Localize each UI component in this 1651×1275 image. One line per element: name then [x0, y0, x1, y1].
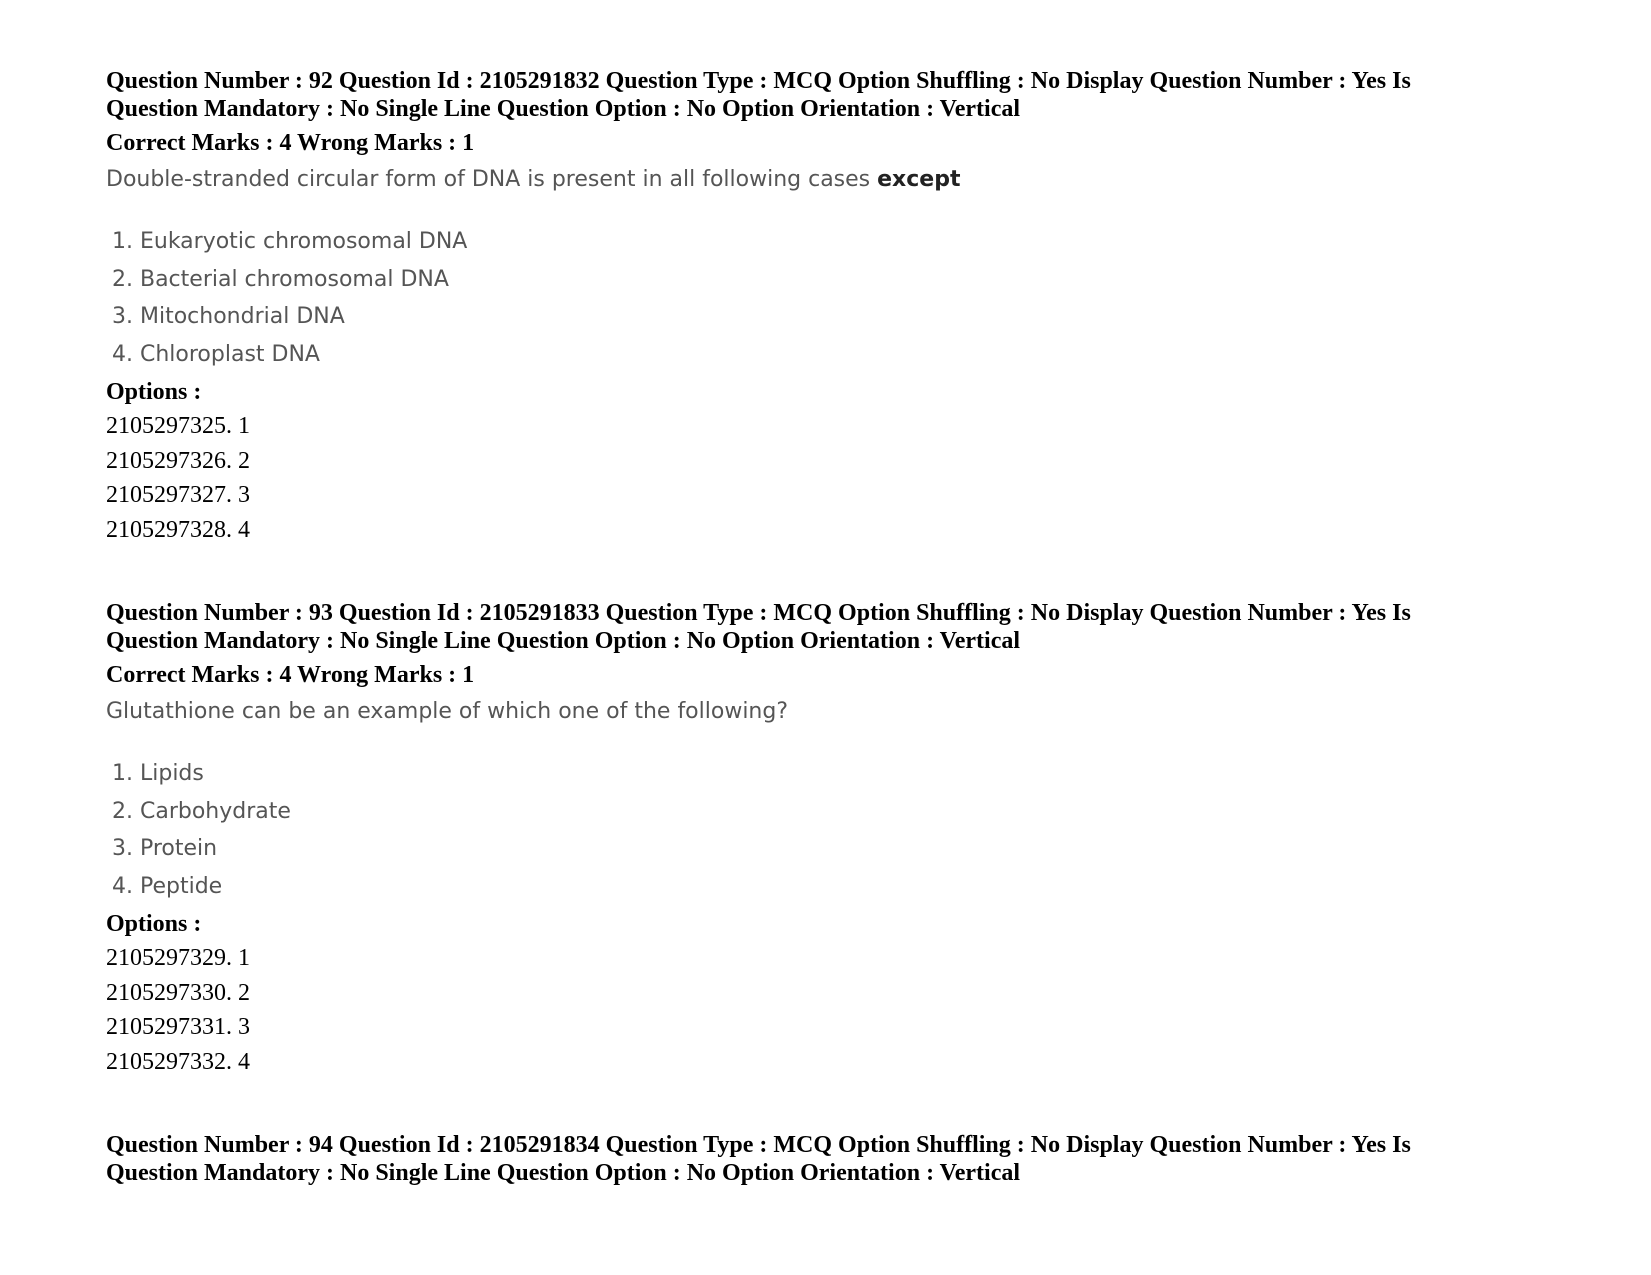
option-id: 2105297328. 4 [106, 516, 250, 543]
option-id: 2105297331. 3 [106, 1014, 250, 1040]
answer-choice: 1. Eukaryotic chromosomal DNA [112, 229, 468, 254]
option-id: 2105297332. 4 [106, 1048, 250, 1075]
question-meta-line1: Question Number : 94 Question Id : 2105291834 Question Type : MCQ Option Shuffling : No Display Question Number : Yes Is [106, 1132, 1411, 1158]
question-text: Glutathione can be an example of which one of the following? [106, 699, 789, 724]
answer-choice: 2. Carbohydrate [112, 798, 291, 824]
question-meta-line2: Question Mandatory : No Single Line Question Option : No Option Orientation : Vertical [106, 628, 1021, 654]
question-marks: Correct Marks : 4 Wrong Marks : 1 [106, 130, 475, 156]
option-id: 2105297325. 1 [106, 413, 250, 439]
question-text [106, 165, 1411, 195]
question-meta-line2: Question Mandatory : No Single Line Question Option : No Option Orientation : Vertical [106, 1160, 1021, 1186]
question-92 [106, 67, 1411, 547]
answer-choices [112, 223, 1411, 373]
option-id: 2105297330. 2 [106, 979, 250, 1006]
question-text-main: Double-stranded circular form of DNA is present in all following cases [106, 167, 878, 192]
question-marks: Correct Marks : 4 Wrong Marks : 1 [106, 662, 475, 688]
option-id: 2105297329. 1 [106, 945, 250, 971]
answer-choice: 4. Chloroplast DNA [112, 341, 320, 367]
options-label: Options : [106, 379, 202, 405]
answer-choice: 3. Mitochondrial DNA [112, 304, 345, 329]
question-text-emphasis: except [877, 167, 961, 192]
options-label: Options : [106, 911, 202, 937]
question-meta-line1: Question Number : 93 Question Id : 2105291833 Question Type : MCQ Option Shuffling : No Display Question Number : Yes Is [106, 600, 1411, 626]
question-93 [106, 599, 1411, 1079]
option-id: 2105297326. 2 [106, 447, 250, 474]
question-meta-line2: Question Mandatory : No Single Line Question Option : No Option Orientation : Vertical [106, 96, 1021, 122]
option-id: 2105297327. 3 [106, 482, 250, 508]
answer-choice: 2. Bacterial chromosomal DNA [112, 266, 449, 292]
question-94 [106, 1131, 1411, 1187]
answer-choice: 4. Peptide [112, 873, 223, 899]
question-meta-line1: Question Number : 92 Question Id : 2105291832 Question Type : MCQ Option Shuffling : No Display Question Number : Yes Is [106, 68, 1411, 94]
answer-choice: 3. Protein [112, 836, 218, 861]
answer-choice: 1. Lipids [112, 761, 204, 786]
answer-choices [112, 755, 1411, 905]
